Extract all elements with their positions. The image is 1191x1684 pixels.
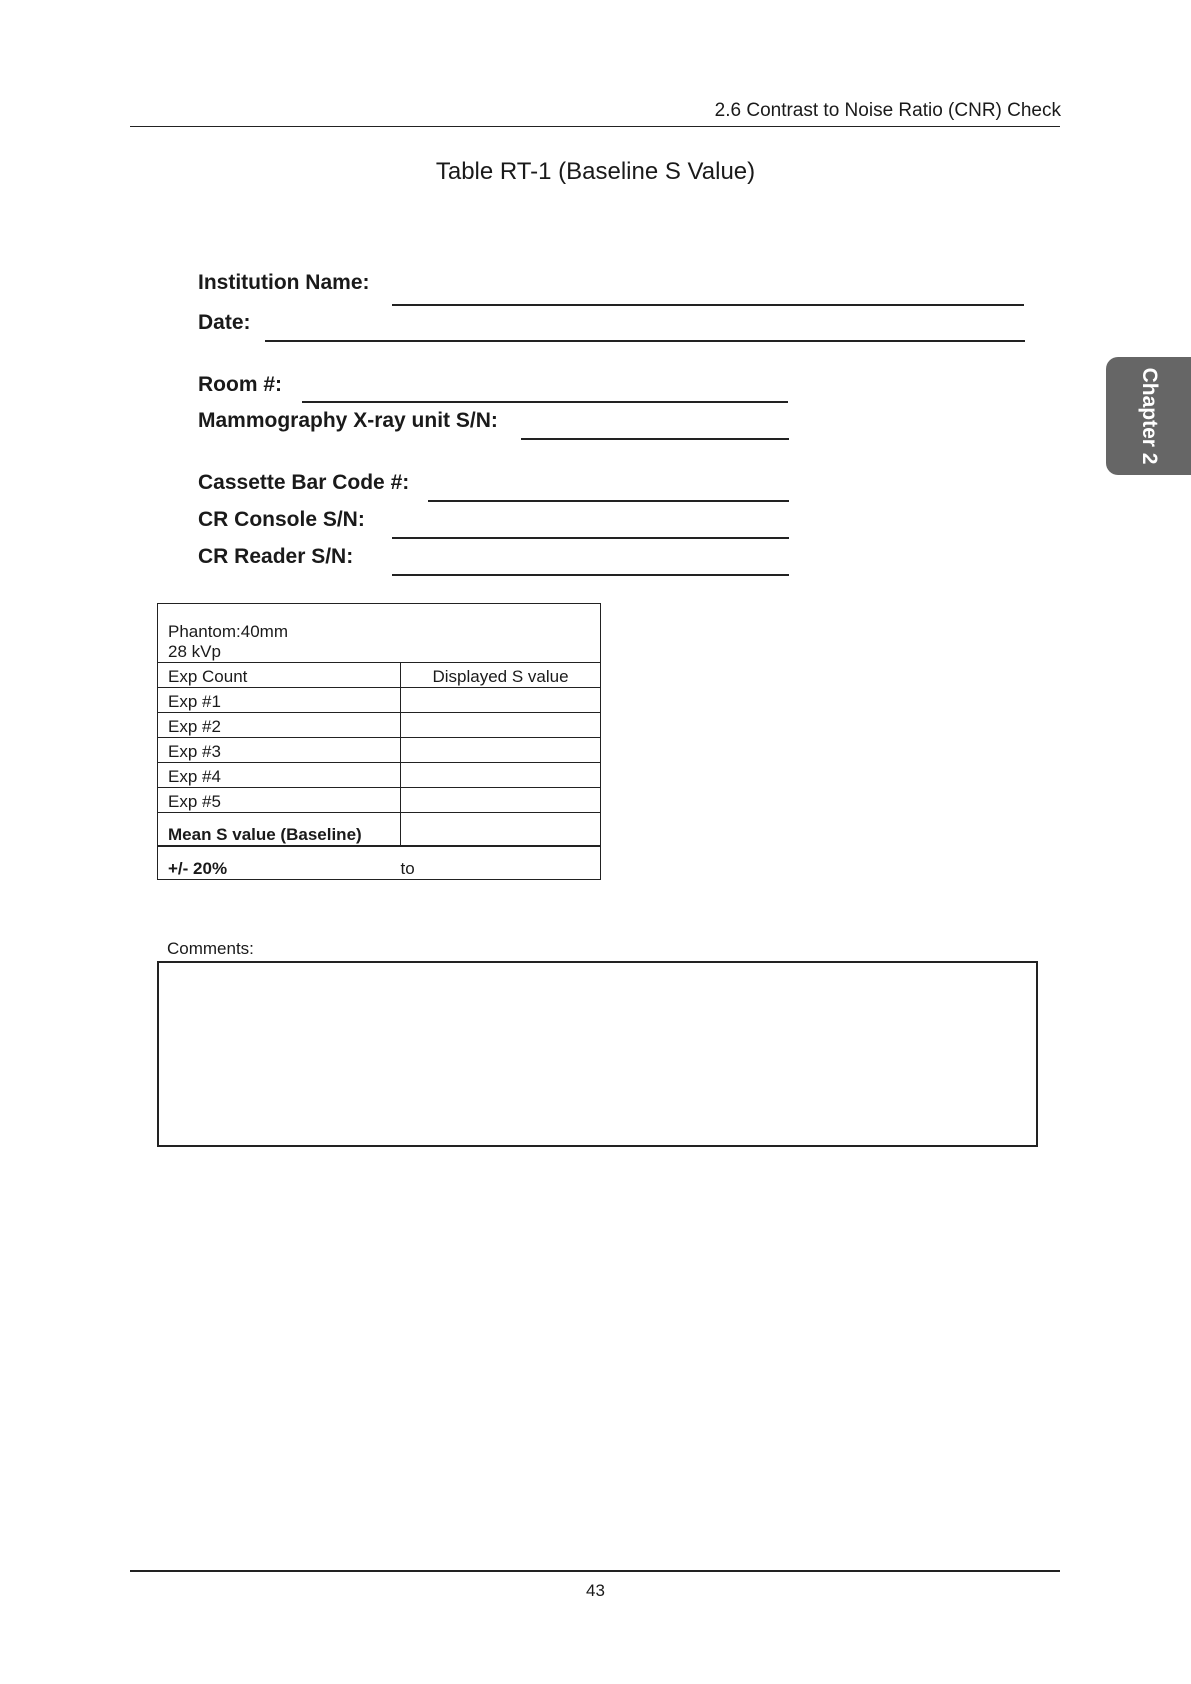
unit-sn-field[interactable] [521,438,789,440]
reader-label: CR Reader S/N: [198,545,354,568]
console-label: CR Console S/N: [198,508,365,531]
room-label: Room #: [198,373,282,396]
displayed-s-value-header: Displayed S value [401,663,601,688]
table-row [158,788,601,813]
reader-field[interactable] [392,574,789,576]
comments-label: Comments: [167,939,254,958]
column-header-row [158,663,601,688]
s-value-cell[interactable] [401,688,601,713]
row-label: Exp #3 [158,738,401,763]
mean-label: Mean S value (Baseline) [158,813,401,847]
s-value-table [157,603,601,880]
mean-row [158,813,601,847]
range-row [158,846,601,880]
table-header-row [158,604,601,663]
table-row [158,713,601,738]
chapter-tab [1106,357,1191,475]
unit-sn-label: Mammography X-ray unit S/N: [198,409,498,432]
table-title: Table RT-1 (Baseline S Value) [435,158,756,185]
s-value-cell[interactable] [401,738,601,763]
table-row [158,763,601,788]
cassette-field[interactable] [428,500,789,502]
range-label: +/- 20% [158,846,401,880]
row-label: Exp #2 [158,713,401,738]
phantom-label: Phantom:40mm [168,622,288,641]
footer-rule [130,1570,1060,1572]
date-label: Date: [198,311,251,334]
s-value-cell[interactable] [401,713,601,738]
exp-count-header: Exp Count [158,663,401,688]
cassette-label: Cassette Bar Code #: [198,471,410,494]
range-to-label: to [401,846,601,880]
console-field[interactable] [392,537,789,539]
room-field[interactable] [302,401,788,403]
date-field[interactable] [265,340,1025,342]
table-row [158,738,601,763]
header-rule [130,126,1060,127]
row-label: Exp #4 [158,763,401,788]
kvp-label: 28 kVp [168,642,221,661]
s-value-cell[interactable] [401,763,601,788]
s-value-cell[interactable] [401,788,601,813]
table-row [158,688,601,713]
institution-field[interactable] [392,304,1024,306]
row-label: Exp #5 [158,788,401,813]
row-label: Exp #1 [158,688,401,713]
section-title: 2.6 Contrast to Noise Ratio (CNR) Check [714,100,1061,121]
institution-label: Institution Name: [198,271,370,294]
comments-box[interactable] [157,961,1038,1147]
mean-value-cell[interactable] [401,813,601,847]
chapter-tab-label: Chapter 2 [1138,367,1161,465]
page-number: 43 [586,1581,605,1600]
phantom-header-cell [158,604,601,663]
